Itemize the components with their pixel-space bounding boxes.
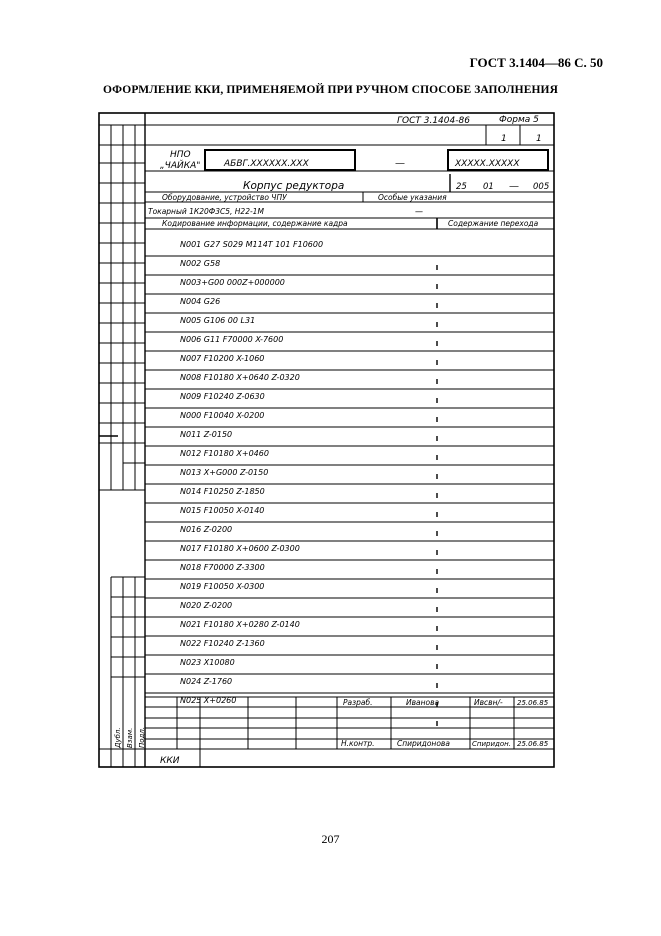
program-line: N001 G27 S029 M114T 101 F10600 bbox=[180, 240, 324, 249]
program-line: N015 F10050 X-0140 bbox=[180, 506, 265, 515]
doc-dash: — bbox=[395, 158, 405, 169]
sig1-role: Разраб. bbox=[343, 698, 373, 707]
doc-code: АБВГ.ХХХХХХ.ХХХ bbox=[224, 159, 309, 169]
transition-label: Содержание перехода bbox=[448, 219, 539, 228]
page-number: 207 bbox=[321, 832, 340, 846]
doc-code2: ХХХХХ.ХХХХХ bbox=[455, 159, 520, 169]
sig2-name: Спиридонова bbox=[397, 739, 450, 748]
footer-label: ККИ bbox=[160, 756, 180, 766]
sig1-sign: Ивсвн/- bbox=[474, 698, 503, 707]
label-podl: Подл. bbox=[138, 726, 146, 748]
sig1-date: 25.06.85 bbox=[517, 699, 549, 707]
sig1-name: Иванова bbox=[406, 698, 440, 707]
program-line: N019 F10050 X-0300 bbox=[180, 582, 265, 591]
special-value: — bbox=[415, 207, 423, 216]
equipment-value: Токарный 1К20Ф3С5, Н22-1М bbox=[148, 207, 264, 216]
gost-header: ГОСТ 3.1404—86 С. 50 bbox=[469, 55, 603, 70]
label-dubl: Дубл. bbox=[114, 727, 122, 748]
code-b: 01 bbox=[483, 182, 494, 192]
label-vzam: Взам. bbox=[126, 727, 134, 748]
org-line1: НПО bbox=[170, 150, 191, 160]
program-line: N005 G106 00 L31 bbox=[180, 316, 256, 325]
sig2-sign: Спиридон. bbox=[472, 740, 511, 748]
program-line: N023 X10080 bbox=[180, 658, 235, 667]
program-line: N000 F10040 X-0200 bbox=[180, 411, 265, 420]
sheets-total: 1 bbox=[536, 134, 542, 144]
equipment-label: Оборудование, устройство ЧПУ bbox=[162, 193, 287, 202]
form-standard: ГОСТ 3.1404-86 bbox=[397, 116, 470, 126]
program-line: N003+G00 000Z+000000 bbox=[180, 278, 285, 287]
program-line: N025 X+0260 bbox=[180, 696, 237, 705]
program-line: N022 F10240 Z-1360 bbox=[180, 639, 265, 648]
coding-label: Кодирование информации, содержание кадра bbox=[162, 219, 348, 228]
program-line: N018 F70000 Z-3300 bbox=[180, 563, 265, 572]
page-title: ОФОРМЛЕНИЕ ККИ, ПРИМЕНЯЕМОЙ ПРИ РУЧНОМ СПОСОБЕ ЗАПОЛНЕНИЯ bbox=[103, 84, 558, 96]
program-line: N009 F10240 Z-0630 bbox=[180, 392, 265, 401]
program-line: N012 F10180 X+0460 bbox=[180, 449, 269, 458]
sheet-number: 1 bbox=[501, 134, 507, 144]
program-line: N021 F10180 X+0280 Z-0140 bbox=[180, 620, 300, 629]
program-line: N007 F10200 X-1060 bbox=[180, 354, 265, 363]
sig2-role: Н.контр. bbox=[341, 739, 375, 748]
special-label: Особые указания bbox=[378, 193, 447, 202]
code-a: 25 bbox=[456, 182, 467, 192]
form-label: Форма 5 bbox=[499, 115, 539, 125]
program-line: N017 F10180 X+0600 Z-0300 bbox=[180, 544, 300, 553]
program-line: N024 Z-1760 bbox=[180, 677, 233, 686]
program-line: N002 G58 bbox=[180, 259, 221, 268]
program-lines bbox=[180, 240, 323, 705]
sig2-date: 25.06.85 bbox=[517, 740, 549, 748]
program-line: N014 F10250 Z-1850 bbox=[180, 487, 265, 496]
program-line: N004 G26 bbox=[180, 297, 221, 306]
program-line: N011 Z-0150 bbox=[180, 430, 233, 439]
program-line: N016 Z-0200 bbox=[180, 525, 233, 534]
part-name: Корпус редуктора bbox=[243, 180, 345, 192]
code-dash: — bbox=[509, 181, 519, 192]
org-line2: „ЧАЙКА" bbox=[160, 161, 201, 171]
program-line: N006 G11 F70000 X-7600 bbox=[180, 335, 284, 344]
program-line: N020 Z-0200 bbox=[180, 601, 233, 610]
program-line: N013 X+G000 Z-0150 bbox=[180, 468, 269, 477]
program-line: N008 F10180 X+0640 Z-0320 bbox=[180, 373, 300, 382]
code-c: 005 bbox=[533, 182, 550, 192]
